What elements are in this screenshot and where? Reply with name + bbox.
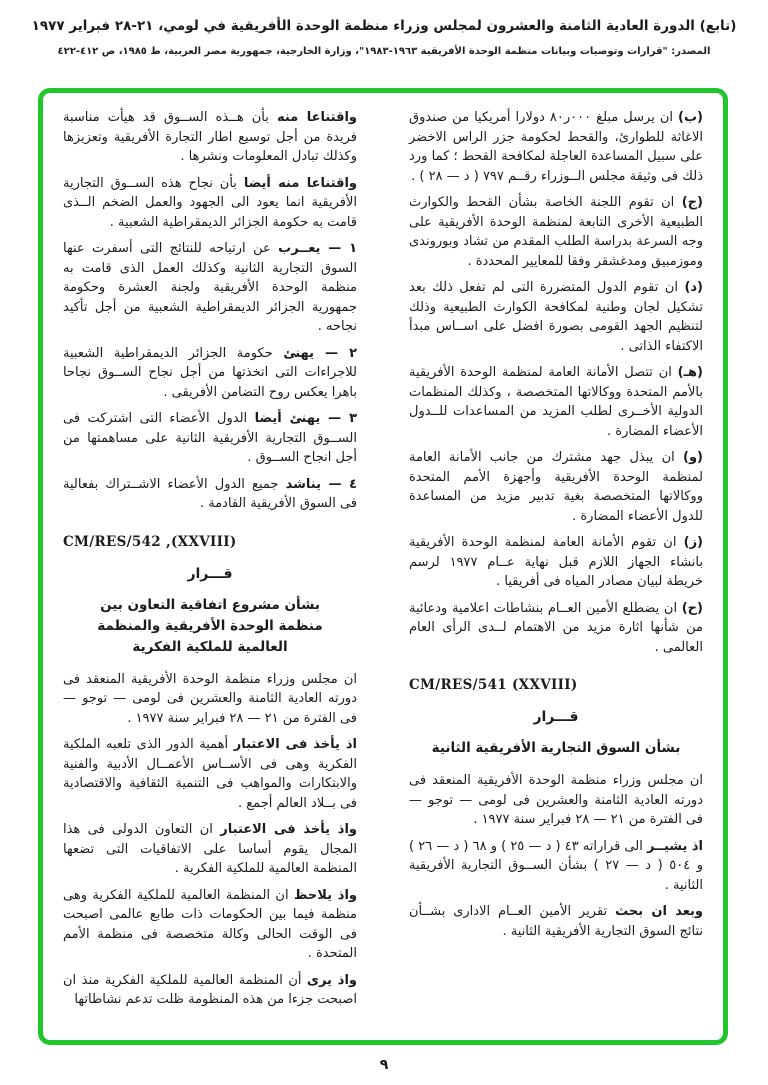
item-marker: ٣ — يهنئ أيضا [254, 411, 357, 426]
item-text: ان يضطلع الأمين العــام بنشاطات اعلامية ودعائية من شأنها اثارة مزيد من الاهتمام لــدى الرأى العام العالمى . [409, 600, 703, 655]
paragraph-lead: واقتناعا منه [276, 110, 358, 125]
page-header [0, 0, 768, 59]
item-marker: (ز) [683, 535, 703, 550]
numbered-item-2 [63, 344, 357, 403]
list-item-d [409, 278, 703, 356]
item-text: ان تقوم الأمانة العامة لمنظمة الوحدة الأفريقية بانشاء الجهاز اللازم قبل نهاية عــام ١٩٧٧ لرسم خريطة لبيان مصادر المياه فى أفريقيا . [409, 535, 703, 589]
item-marker: ٢ — يهنئ [283, 345, 357, 361]
paragraph-text: ان التعاون الدولى فى هذا المجال يقوم أساسا على الاتفاقيات التى تضعها المنظمة العالمية للملكية الفكرية . [63, 822, 357, 877]
list-item-b [409, 108, 703, 186]
item-text: ان يبذل جهد مشترك من جانب الأمانة العامة لمنظمة الوحدة الأفريقية وأجهزة الأمم المتحدة ووكالاتها المتخصصة بغية تدبير مزيد من المساعدة للدول الأعضاء المضارة . [409, 450, 703, 524]
resolution-heading: قـــرار [533, 709, 579, 726]
paragraph [63, 108, 357, 167]
paragraph-text: تقرير الأمين العــام الادارى بشــأن نتائج السوق التجارية الأفريقية الثانية . [409, 904, 703, 939]
list-item-hh [409, 599, 703, 658]
list-item-h [409, 363, 703, 441]
paragraph [409, 771, 703, 830]
item-marker: (و) [683, 450, 703, 465]
header-session-title: (تابع) الدورة العادية الثامنة والعشرون لمجلس وزراء منظمة الوحدة الأفريقية في لومي، ٢١-٢٨ فبراير ١٩٧٧ [31, 18, 737, 34]
header-source-note: المصدر: "قرارات وتوصيات وبيانات منظمة الوحدة الأفريقية ١٩٦٣-١٩٨٣"، وزارة الخارجية، جمهورية مصر العربية، ط ١٩٨٥، ص ٤١٢-٤٢٢ [57, 46, 711, 58]
paragraph-lead: وبعد ان بحث [615, 904, 703, 920]
item-text: حكومة الجزائر الديمقراطية الشعبية للاجراءات التى اتخذتها من أجل نجاح الســوق نجاحا باهرا يعكس روح التضامن الأفريقى . [63, 345, 357, 400]
paragraph-text: ان مجلس وزراء منظمة الوحدة الأفريقية المنعقد فى دورته العادية الثامنة والعشرين فى لومى — توجو — فى الفترة من ٢١ — ٢٨ فبراير سنة ١٩٧٧ . [409, 773, 703, 828]
paragraph-text: بأن نجاح هذه الســوق التجارية الأفريقية انما يعود الى الجهود والعمل الضخم الــذى قامت به حكومة الجزائر الديمقراطية الشعبية . [63, 175, 357, 230]
paragraph [63, 886, 357, 964]
paragraph [63, 735, 357, 813]
item-marker: ٤ — يناشد [285, 476, 357, 492]
paragraph-text: ان مجلس وزراء منظمة الوحدة الأفريقية المنعقد فى دورته العادية الثامنة والعشرين فى لومى — توجو — فى الفترة من ٢١ — ٢٨ فبراير سنة ١٩٧٧ . [63, 671, 357, 726]
paragraph-lead: واقتناعا منه أيضا [243, 175, 358, 191]
list-item-j [409, 193, 703, 271]
paragraph-lead: واذ يلاحظ [293, 887, 358, 903]
column-left [63, 108, 357, 1030]
numbered-item-4 [63, 475, 357, 514]
item-marker: (ج) [681, 195, 703, 210]
paragraph [63, 670, 357, 729]
paragraph-text: بأن هــذه الســوق قد هيأت مناسبة فريدة من أجل توسيع اطار التجارة الأفريقية وتعزيزها وكذلك تبادل المعلومات ونشرها . [63, 110, 357, 164]
paragraph-lead: اذ يشيــر [646, 838, 704, 854]
paragraph-text: أهمية الدور الذى تلعبه الملكية الفكرية وهى فى الأســاس الأعمــال الأدبية والفنية والابتكارات والمواهب فى التنمية الثقافية والاقتصادية فى بــلاد العالم أجمع . [63, 737, 357, 811]
item-marker: (ح) [681, 600, 703, 616]
item-marker: (ب) [678, 110, 703, 125]
resolution-heading: قـــرار [187, 565, 233, 582]
two-column-layout [63, 108, 703, 1030]
item-marker: (د) [684, 280, 703, 295]
item-text: ان تقوم اللجنة الخاصة بشأن القحط والكوارث الطبيعية الأخرى التابعة لمنظمة الوحدة الأفريقية على وجه السرعة بدراسة الطلب المقدم من تشاد وبوروندى وموزمبيق ومدغشقر وفقا للمعايير المحددة . [409, 195, 703, 269]
paragraph-lead: واذ يأخذ فى الاعتبار [220, 822, 357, 838]
list-item-z [409, 533, 703, 592]
item-text: الدول الأعضاء التى اشتركت فى الســوق التجارية الأفريقية الثانية على مساهمتها من أجل انجاح الســوق . [63, 411, 357, 465]
paragraph-lead: اذ يأخذ فى الاعتبار [233, 737, 357, 753]
page-number: ٩ [379, 1057, 389, 1073]
paragraph [63, 971, 357, 1010]
item-marker: (هـ) [677, 365, 703, 380]
paragraph-text: ان المنظمة العالمية للملكية الفكرية وهى منظمة فيما بين الحكومات ذات طابع عالمى اصبحت فى الوقت الحالى وكالة متخصصة فى منظمة الأمم المتحدة . [63, 887, 357, 962]
paragraph [409, 837, 703, 896]
resolution-subject: بشأن مشروع اتفاقية التعاون بين منظمة الوحدة الأفريقية والمنظمة العالمية للملكية الفكرية [97, 596, 323, 655]
list-item-w [409, 448, 703, 526]
paragraph-lead: واذ يرى [307, 972, 358, 988]
item-text: ان يرسل مبلغ ٠٠٠ر٨٠ دولارا أمريكيا من صندوق الاغاثة للطوارئ، والقحط لحكومة جزر الراس الاخضر على سبيل المساعدة العاجلة لمكافحة القحط ؛ كما ورد ذلك فى وثيقة مجلس الــوزراء رقــم ٧٩٧ ( د — ٢٨ ) . [409, 110, 703, 184]
content-frame [38, 88, 728, 1045]
column-right [409, 108, 703, 1030]
resolution-ref-542: CM/RES/542 ,(XXVIII) [63, 533, 237, 550]
resolution-ref-541: CM/RES/541 (XXVIII) [409, 677, 578, 693]
item-text: عن ارتياحه للنتائج التى أسفرت عنها السوق التجارية الثانية وكذلك العمل الذى قامت به منظمة الوحدة الأفريقية ولجنة العشرة وحكومة جمهورية الجزائر الديمقراطية الشعبية من أجل تأكيد نجاحه . [63, 241, 357, 334]
item-text: ان تقوم الدول المتضررة التى لم تفعل ذلك بعد تشكيل لجان وطنية لمكافحة الكوارث الطبيعية وذلك لتنظيم الجهد القومى بصورة افضل على اســاس مبدأ الاكتفاء الذاتى . [409, 280, 703, 354]
numbered-item-1 [63, 239, 357, 337]
paragraph [409, 902, 703, 941]
resolution-subject: بشأن السوق التجارية الأفريقية الثانية [431, 740, 681, 757]
item-text: جميع الدول الأعضاء الاشــتراك بفعالية فى السوق الأفريقية القادمة . [63, 476, 357, 511]
paragraph [63, 820, 357, 879]
paragraph [63, 174, 357, 233]
numbered-item-3 [63, 409, 357, 468]
item-text: ان تتصل الأمانة العامة لمنظمة الوحدة الأفريقية بالأمم المتحدة ووكالاتها المتخصصة ، وكذلك المنظمات الدولية الأخــرى لطلب المزيد من المساعدات للــدول الأعضاء المضارة . [409, 365, 703, 439]
item-marker: ١ — يعــرب [278, 241, 358, 256]
paragraph-text: الى قراراته ٤٣ ( د — ٢٥ ) و ٦٨ ( د — ٢٦ ) و ٥٠٤ ( د — ٢٧ ) بشأن الســوق التجارية الأفريقية الثانية . [409, 838, 703, 893]
paragraph-text: أن المنظمة العالمية للملكية الفكرية منذ ان اصبحت جزءا من هذه المنظومة ظلت تدعم نشاطاتها [63, 972, 357, 1008]
